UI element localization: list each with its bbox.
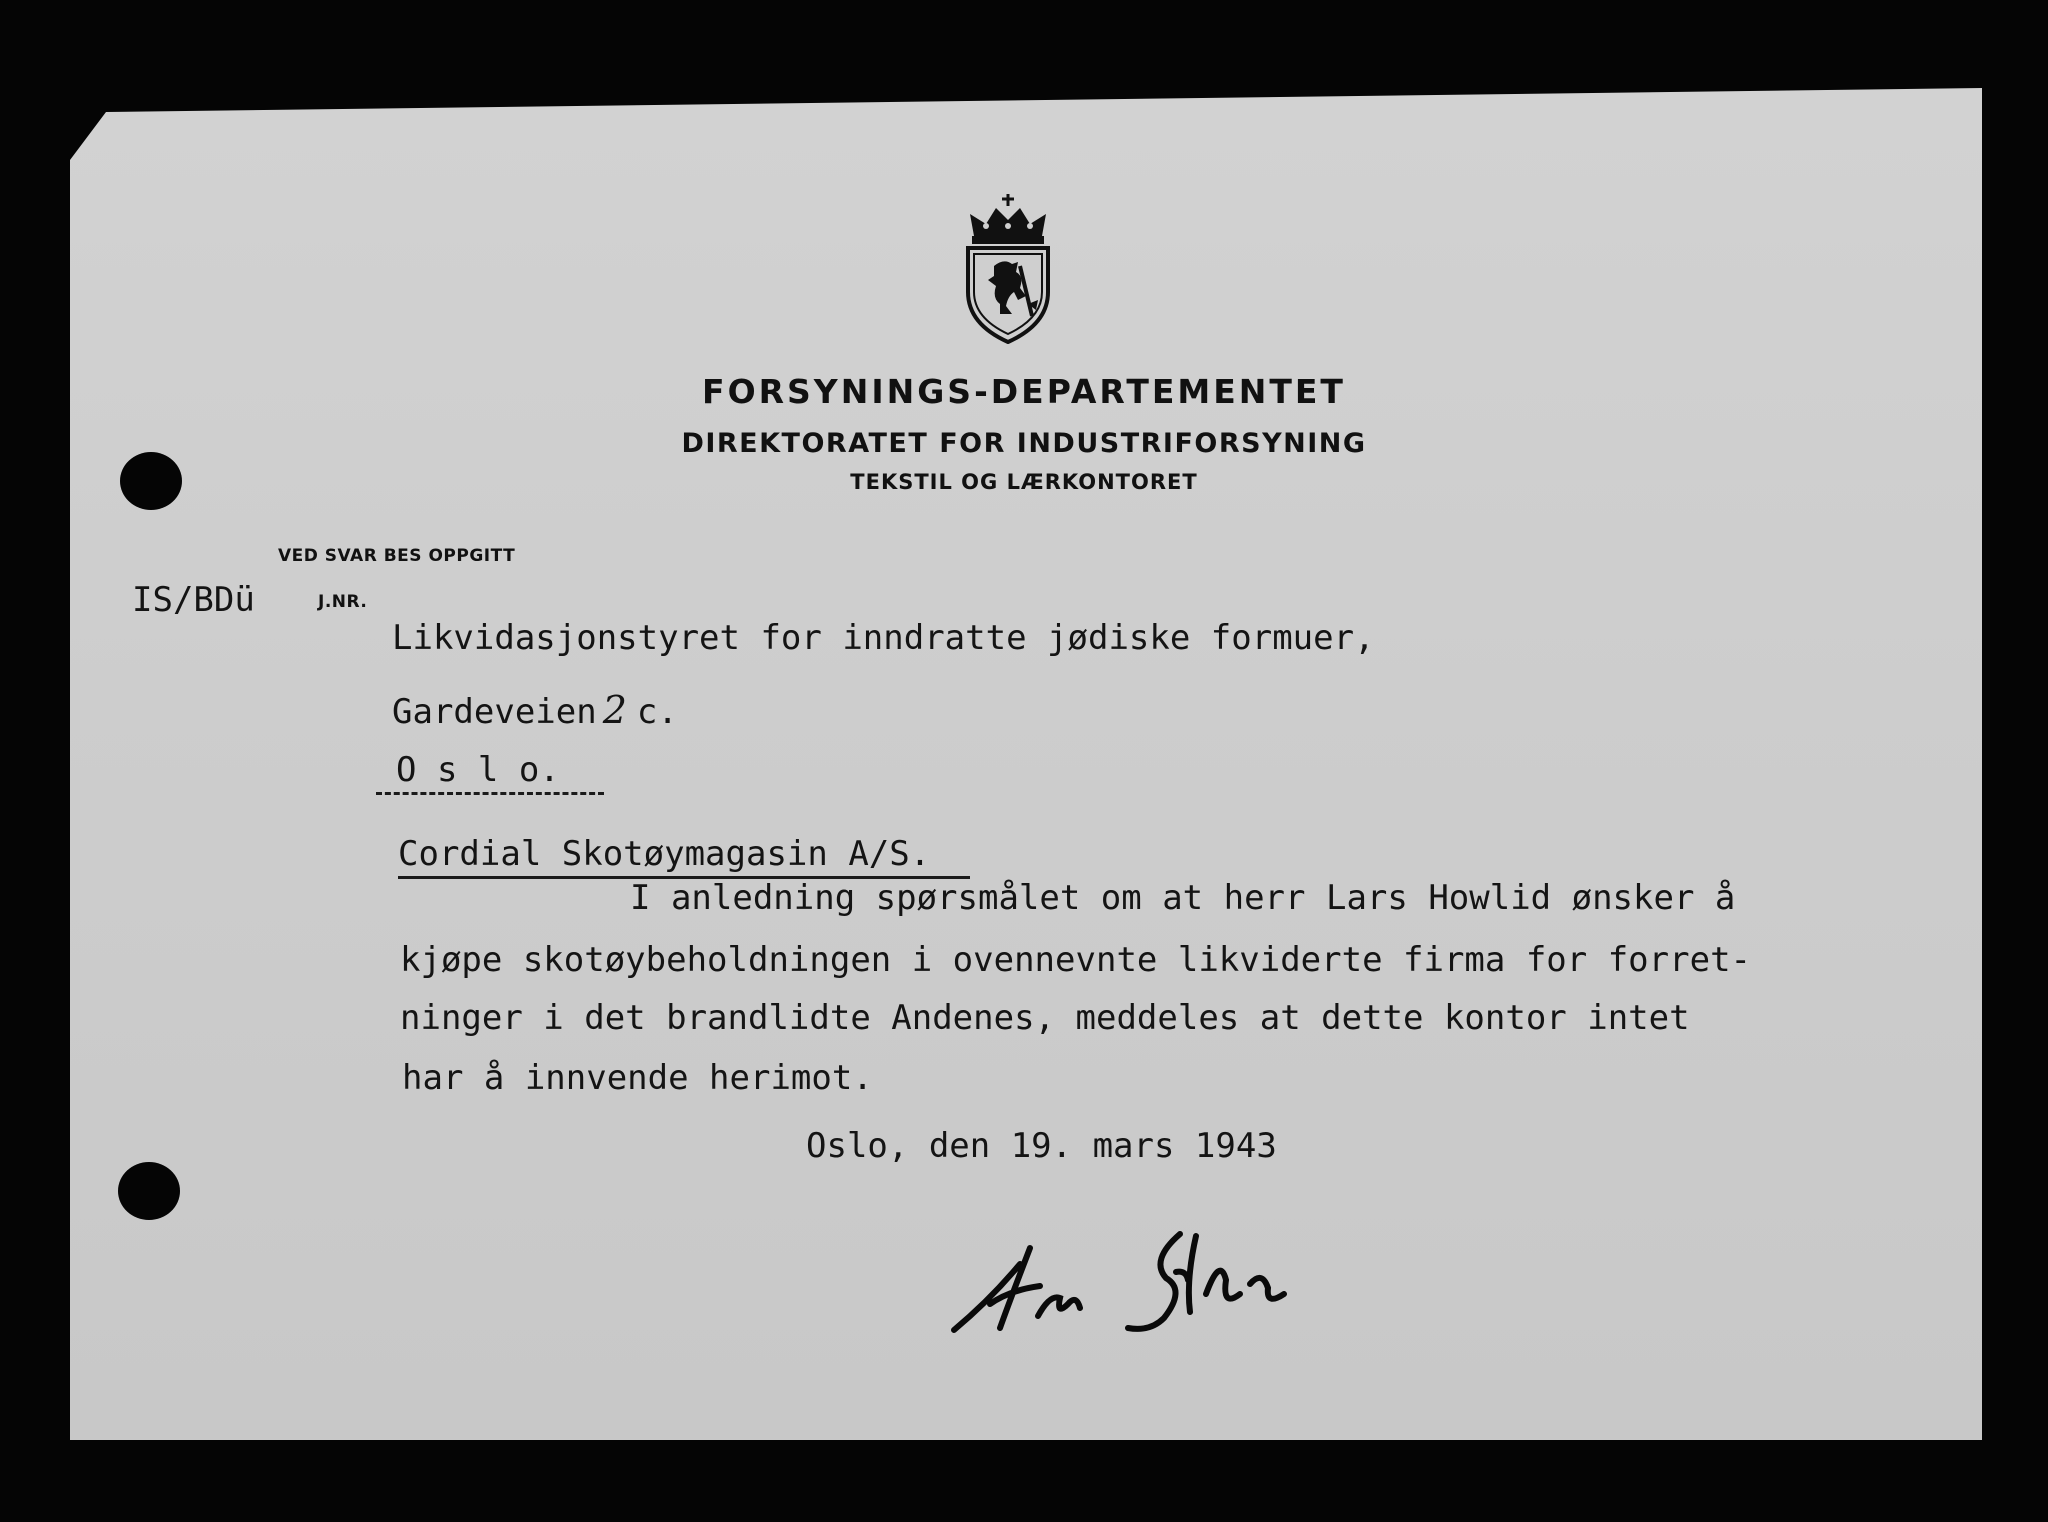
recipient-street-line <box>392 688 678 732</box>
department-name: FORSYNINGS-DEPARTEMENTET <box>702 372 1346 411</box>
journal-label: J.NR. <box>318 592 368 612</box>
body-line-4: har å innvende herimot. <box>402 1058 873 1098</box>
body-line-2: kjøpe skotøybeholdningen i ovennevnte likviderte firma for forret- <box>400 940 1752 980</box>
coat-of-arms-icon <box>960 192 1056 344</box>
reference-code: IS/BDü <box>132 580 255 620</box>
office-name: TEKSTIL OG LÆRKONTORET <box>850 470 1198 494</box>
recipient-name: Likvidasjonstyret for inndratte jødiske formuer, <box>392 618 1375 658</box>
recipient-street-suffix: c. <box>636 692 678 732</box>
recipient-city: O s l o. <box>376 750 604 795</box>
signature <box>950 1220 1330 1340</box>
reply-notice: VED SVAR BES OPPGITT <box>278 546 516 566</box>
punch-hole-bottom <box>118 1162 180 1220</box>
directorate-name: DIREKTORATET FOR INDUSTRIFORSYNING <box>681 428 1367 459</box>
dateline: Oslo, den 19. mars 1943 <box>806 1126 1277 1166</box>
recipient-street: Gardeveien <box>392 692 597 732</box>
recipient-street-number: 2 <box>602 688 627 732</box>
body-line-1: I anledning spørsmålet om at herr Lars Howlid ønsker å <box>630 878 1736 918</box>
body-line-3: ninger i det brandlidte Andenes, meddeles at dette kontor intet <box>400 998 1690 1038</box>
subject-line: Cordial Skotøymagasin A/S. <box>398 834 970 879</box>
